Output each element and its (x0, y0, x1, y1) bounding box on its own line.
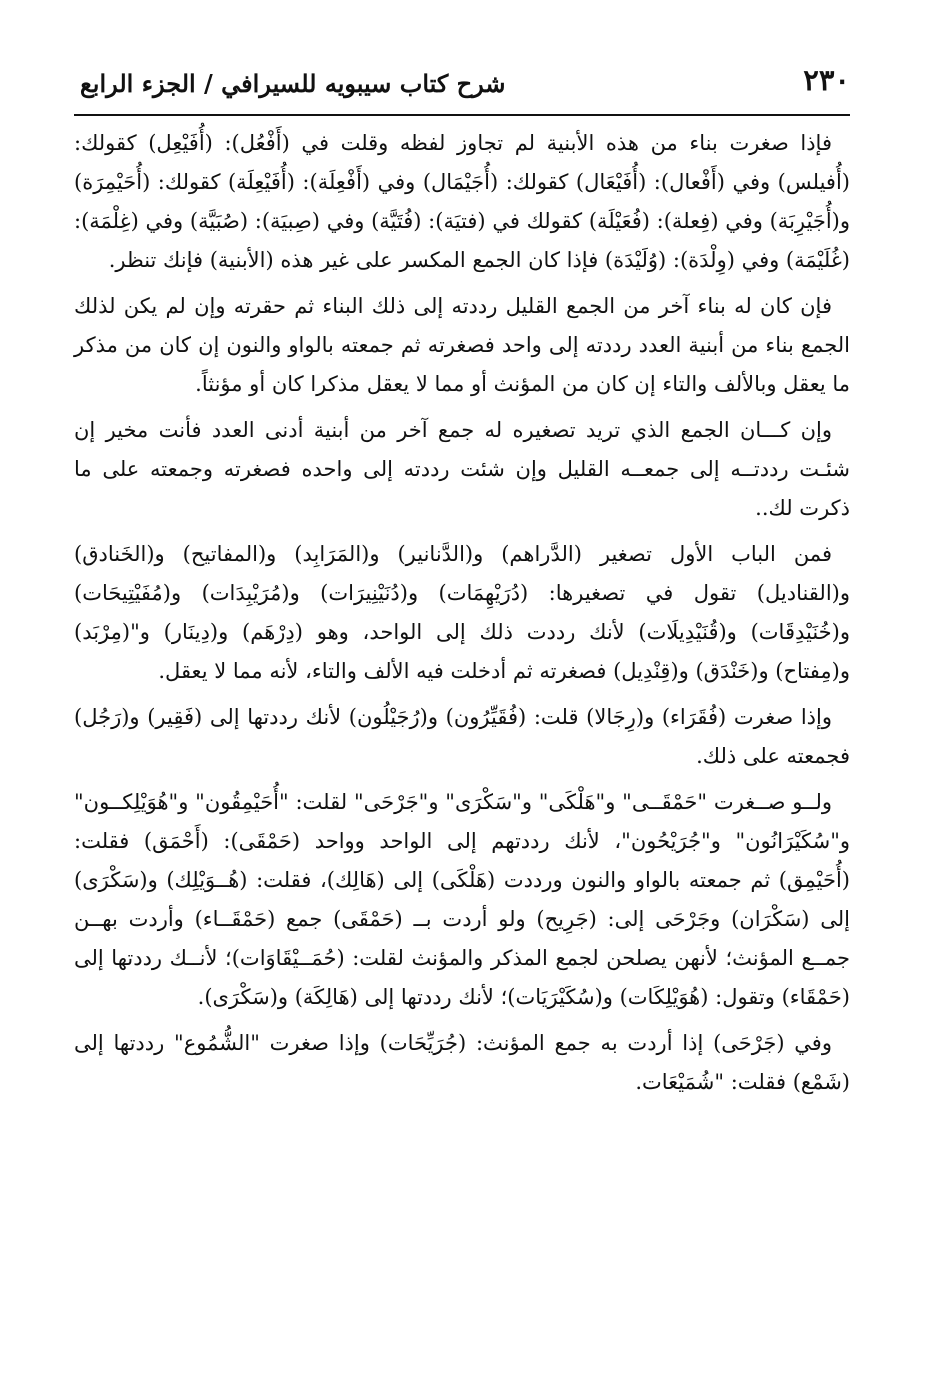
page-number: ٢٣٠ (803, 63, 850, 97)
paragraph-4: فمن الباب الأول تصغير (الدَّراهم) و(الدَّنانير) و(المَرَابِد) و(المفاتيح) و(الخَنادق) و(القناديل) تقول في تصغيرها: (دُرَيْهِمَات) و(دُنَيْنِيرَات) و(مُرَيْبِدَات) و(مُفَيْتِيحَات) و(خُنَيْدِقَات) و(قُنَيْدِيلَات) لأنك رددت ذلك إلى الواحد، وهو (دِرْهَم) و(دِينَار) و"(مِرْبَد) و(مِفتاح) و(خَنْدَق) و(قِنْدِيل) فصغرته ثم أدخلت فيه الألف والتاء، لأنه مما لا يعقل. (74, 542, 850, 683)
paragraph-6: ولــو صــغرت "حَمْقَــى" و"هَلْكَى" و"سَكْرَى" و"جَرْحَى" لقلت: "أُحَيْمِقُون" و"هُوَيْلِكــون" و"سُكَيْرَانُون" و"جُرَيْحُون"، لأنك رددتهم إلى الواحد وواحد (حَمْقَى): (أَحْمَق) فقلت: (أُحَيْمِق) ثم جمعته بالواو والنون ورددت (هَلْكَى) إلى (هَالِك)، فقلت: (هُــوَيْلِك) و(سَكْرَى) إلى (سَكْرَان) وجَرْحَى إلى: (جَرِيح) ولو أردت بــ (حَمْقَى) جمع (حَمْقَــاء) وأردت بهــن جمــع المؤنث؛ لأنهن يصلحن لجمع المذكر والمؤنث لقلت: (حُمَــيْقَاوَات)؛ لأنــك رددتها إلى (حَمْقَاء) وتقول: (هُوَيْلِكَات) و(سُكَيْرَيَات)؛ لأنك رددتها إلى (هَالِكَة) و(سَكْرَى). (74, 790, 850, 1009)
paragraph-5: وإذا صغرت (فُقَرَاء) و(رِجَالا) قلت: (فُقَيِّرُون) و(رُجَيْلُون) لأنك رددتها إلى (فَقِير) و(رَجُل) فجمعته على ذلك. (74, 705, 850, 768)
paragraph-2: فإن كان له بناء آخر من الجمع القليل رددته إلى ذلك البناء ثم حقرته وإن لم يكن لذلك الجمع بناء من أبنية العدد رددته إلى واحد فصغرته ثم جمعته بالواو والنون إن كان من مذكر ما يعقل وبالألف والتاء إن كان من المؤنث أو مما لا يعقل مذكرا كان أو مؤنثاً. (74, 294, 850, 396)
paragraph-7: وفي (جَرْحَى) إذا أردت به جمع المؤنث: (جُرَيِّحَات) وإذا صغرت "الشُّمُوع" رددتها إلى (شَمْع) فقلت: "شُمَيْعَات. (74, 1031, 850, 1094)
running-header (74, 52, 850, 116)
book-page (74, 52, 850, 1352)
book-title: شرح كتاب سيبويه للسيرافي / الجزء الرابع (80, 69, 506, 98)
body-text (74, 116, 850, 1102)
paragraph-1: فإذا صغرت بناء من هذه الأبنية لم تجاوز لفظه وقلت في (أَفْعُل): (أُفَيْعِل) كقولك: (أُفيلس) وفي (أَفْعال): (أُفَيْعَال) كقولك: (أُجَيْمَال) وفي (أَفْعِلَة): (أُفَيْعِلَة) كقولك: (أُحَيْمِرَة) و(أُجَيْرِبَة) وفي (فِعلة): (فُعَيْلَة) كقولك في (فتيَة): (فُتَيَّة) وفي (صِبيَة): (صُبَيَّة) وفي (غِلْمَة): (غُلَيْمَة) وفي (وِلْدَة): (وُلَيْدَة) فإذا كان الجمع المكسر على غير هذه (الأبنية) فإنك تنظر. (74, 131, 850, 272)
paragraph-3: وإن كـــان الجمع الذي تريد تصغيره له جمع آخر من أبنية أدنى العدد فأنت مخير إن شئـت رددتــه إلى جمعــه القليل وإن شئت رددته إلى واحده فصغرته وجمعته على ما ذكرت لك.. (74, 418, 850, 520)
